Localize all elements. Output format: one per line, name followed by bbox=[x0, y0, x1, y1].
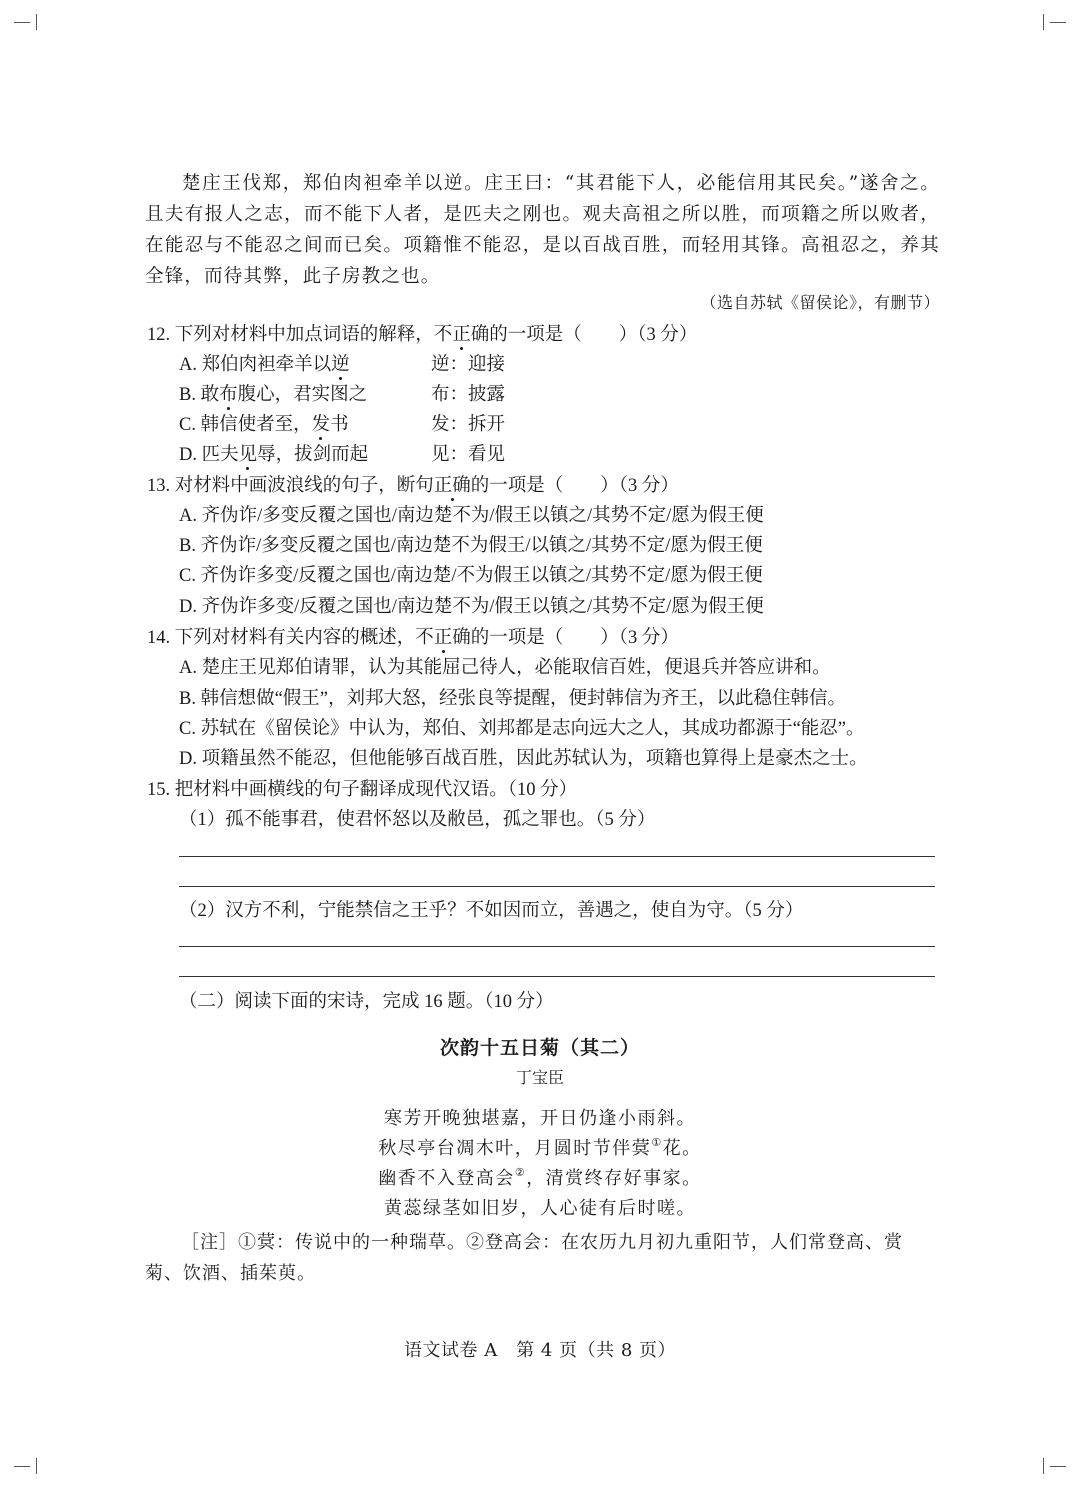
question-13-option-c[interactable]: C. 齐伪诈多变/反覆之国也/南边楚/不为假王以镇之/其势不定/愿为假王便 bbox=[179, 566, 763, 586]
emphasis-dot-text: 发 bbox=[312, 410, 331, 436]
section-heading: （二）阅读下面的宋诗，完成 16 题。（10 分） bbox=[179, 992, 554, 1012]
emphasis-dot-text: 不正确 bbox=[434, 320, 490, 346]
poem-note: ［注］①蓂：传说中的一种瑞草。②登高会：在农历九月初九重阳节，人们常登高、赏菊、饮酒、插茱萸。 bbox=[145, 1232, 903, 1284]
emphasis-dot-text: 不正确 bbox=[415, 623, 471, 649]
crop-mark bbox=[14, 1466, 30, 1467]
option-explanation: 见：看见 bbox=[431, 445, 506, 465]
question-14-option-d[interactable]: D. 项籍虽然不能忍，但他能够百战百胜，因此苏轼认为，项籍也算得上是豪杰之士。 bbox=[179, 749, 868, 769]
question-14-option-a[interactable]: A. 楚庄王见郑伯请罪，认为其能屈己待人，必能取信百姓，便退兵并答应讲和。 bbox=[179, 658, 831, 678]
question-14-option-c[interactable]: C. 苏轼在《留侯论》中认为，郑伯、刘邦都是志向远大之人，其成功都源于“能忍”。 bbox=[179, 719, 865, 739]
passage-source: （选自苏轼《留侯论》，有删节） bbox=[700, 293, 940, 312]
answer-line[interactable] bbox=[179, 976, 935, 977]
answer-line[interactable] bbox=[179, 856, 935, 857]
poem-line: 寒芳开晚独堪嘉，开日仍逢小雨斜。 bbox=[384, 1108, 696, 1129]
crop-mark bbox=[1043, 1458, 1044, 1474]
question-12-option-c[interactable]: C. 韩信使者至，发书 发：拆开 bbox=[179, 410, 349, 436]
question-12-option-b[interactable]: B. 敢布腹心，君实图之 布：披露 bbox=[179, 380, 367, 406]
footnote-marker: ① bbox=[651, 1136, 663, 1149]
question-13-stem: 13. 对材料中画波浪线的句子，断句正确的一项是（ ）（3 分） bbox=[147, 471, 679, 497]
answer-line[interactable] bbox=[179, 886, 935, 887]
question-14-stem: 14. 下列对材料有关内容的概述，不正确的一项是（ ）（3 分） bbox=[147, 623, 679, 649]
question-12-option-d[interactable]: D. 匹夫见辱，拔剑而起 见：看见 bbox=[179, 440, 368, 466]
poem-line: 秋尽亭台凋木叶，月圆时节伴蓂①花。 bbox=[378, 1136, 702, 1159]
emphasis-dot-text: 布 bbox=[219, 380, 238, 406]
crop-mark bbox=[1050, 1466, 1066, 1467]
poem-title: 次韵十五日菊（其二） bbox=[439, 1037, 640, 1059]
crop-mark bbox=[36, 14, 37, 30]
crop-mark bbox=[1050, 22, 1066, 23]
option-explanation: 布：披露 bbox=[431, 385, 506, 405]
question-13-option-b[interactable]: B. 齐伪诈/多变反覆之国也/南边楚不为假王/以镇之/其势不定/愿为假王便 bbox=[179, 536, 763, 556]
emphasis-dot-text: 逆 bbox=[331, 350, 350, 376]
question-13-option-d[interactable]: D. 齐伪诈多变/反覆之国也/南边楚不为/假王以镇之/其势不定/愿为假王便 bbox=[179, 597, 764, 617]
question-15-stem: 15. 把材料中画横线的句子翻译成现代汉语。（10 分） bbox=[147, 780, 578, 800]
poem-line: 幽香不入登高会②，清赏终存好事家。 bbox=[378, 1166, 702, 1189]
question-13-option-a[interactable]: A. 齐伪诈/多变反覆之国也/南边楚不为/假王以镇之/其势不定/愿为假王便 bbox=[179, 506, 764, 526]
option-explanation: 逆：迎接 bbox=[431, 355, 506, 375]
poem-line: 黄蕊绿茎如旧岁，人心徒有后时嗟。 bbox=[384, 1198, 696, 1219]
crop-mark bbox=[1043, 14, 1044, 30]
emphasis-dot-text: 正确 bbox=[434, 471, 471, 497]
emphasis-dot-text: 见 bbox=[239, 440, 258, 466]
crop-mark bbox=[36, 1458, 37, 1474]
page-footer: 语文试卷 A 第 4 页（共 8 页） bbox=[403, 1340, 676, 1361]
question-12-stem: 12. 下列对材料中加点词语的解释，不正确的一项是（ ）（3 分） bbox=[147, 320, 697, 346]
footnote-marker: ② bbox=[514, 1166, 527, 1179]
question-15-sub-1: （1）孤不能事君，使君怀怒以及敝邑，孤之罪也。（5 分） bbox=[179, 810, 656, 830]
question-15-sub-2: （2）汉方不利，宁能禁信之王乎？不如因而立，善遇之，使自为守。（5 分） bbox=[179, 901, 804, 921]
option-explanation: 发：拆开 bbox=[431, 415, 506, 435]
question-12-option-a[interactable]: A. 郑伯肉袒牵羊以逆 逆：迎接 bbox=[179, 350, 350, 376]
passage-text: 楚庄王伐郑，郑伯肉袒牵羊以逆。庄王曰：“其君能下人，必能信用其民矣。”遂舍之。且夫有报人之志，而不能下人者，是匹夫之刚也。观夫高祖之所以胜，而项籍之所以败者，在能忍与不能忍之间而已矣。项籍惟不能忍，是以百战百胜，而轻用其锋。高祖忍之，养其全锋，而待其弊，此子房教之也。 bbox=[145, 173, 940, 287]
crop-mark bbox=[14, 22, 30, 23]
question-14-option-b[interactable]: B. 韩信想做“假王”，刘邦大怒，经张良等提醒，便封韩信为齐王，以此稳住韩信。 bbox=[179, 689, 847, 709]
answer-line[interactable] bbox=[179, 946, 935, 947]
poem-author: 丁宝臣 bbox=[515, 1068, 564, 1087]
